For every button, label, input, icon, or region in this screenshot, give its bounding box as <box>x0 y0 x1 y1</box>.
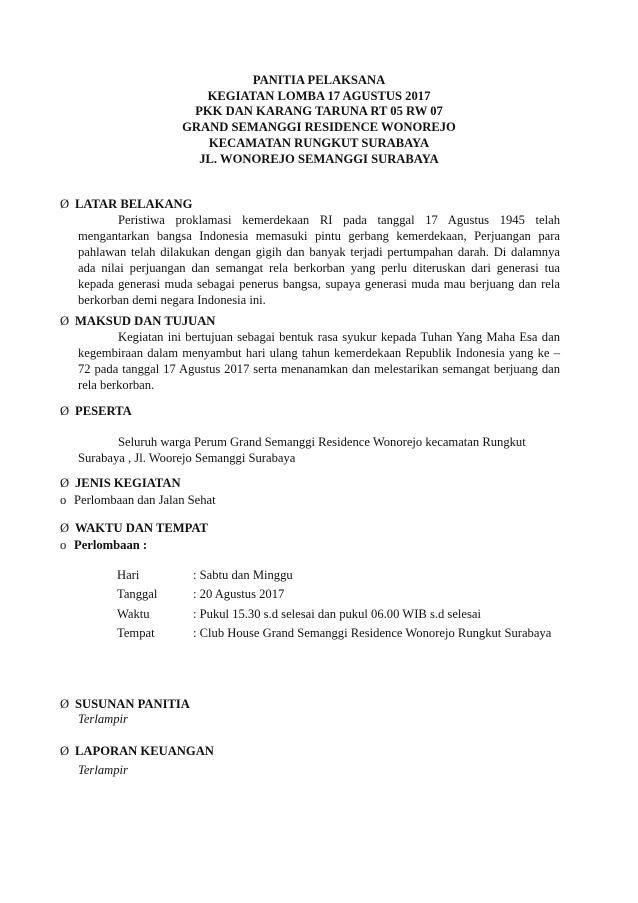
schedule-label: Waktu <box>117 606 150 621</box>
schedule-row-tanggal <box>117 585 551 604</box>
header-line: GRAND SEMANGGI RESIDENCE WONOREJO <box>182 120 456 135</box>
schedule-value: : Club House Grand Semanggi Residence Wonorejo Rungkut Surabaya <box>193 625 552 640</box>
list-item-text: Perlombaan : <box>74 538 148 552</box>
section-title-latar-belakang <box>60 196 192 212</box>
list-item-perlombaan <box>60 537 147 553</box>
header-line: KEGIATAN LOMBA 17 AGUSTUS 2017 <box>207 88 431 103</box>
schedule-row-waktu <box>117 605 551 624</box>
circle-bullet-icon: o <box>60 538 67 552</box>
paragraph-peserta <box>78 434 548 466</box>
header-line: JL. WONOREJO SEMANGGI SURABAYA <box>199 151 439 166</box>
section-title-text: MAKSUD DAN TUJUAN <box>75 314 216 328</box>
bullet-icon: Ø <box>60 697 70 711</box>
schedule-label: Tempat <box>117 625 155 640</box>
schedule-value: : 20 Agustus 2017 <box>193 587 285 602</box>
section-title-text: PESERTA <box>75 404 132 418</box>
section-title-text: LATAR BELAKANG <box>75 197 193 211</box>
schedule-label: Hari <box>117 568 140 582</box>
paragraph-maksud-dan-tujuan <box>78 329 560 393</box>
document-header <box>0 73 638 167</box>
section-title-susunan-panitia <box>60 696 190 712</box>
section-title-maksud-dan-tujuan <box>60 313 215 329</box>
section-title-text: WAKTU DAN TEMPAT <box>75 521 208 535</box>
bullet-icon: Ø <box>60 404 70 418</box>
schedule-value: : Sabtu dan Minggu <box>193 568 293 582</box>
bullet-icon: Ø <box>60 744 70 758</box>
paragraph-latar-belakang <box>78 212 560 309</box>
bullet-icon: Ø <box>60 314 70 328</box>
schedule-value: : Pukul 15.30 s.d selesai dan pukul 06.00 WIB s.d selesai <box>193 606 482 621</box>
note-susunan-panitia: Terlampir <box>78 712 128 726</box>
note-laporan-keuangan: Terlampir <box>78 763 128 777</box>
bullet-icon: Ø <box>60 521 70 535</box>
list-item-jenis-kegiatan <box>60 492 216 508</box>
section-title-text: LAPORAN KEUANGAN <box>75 744 214 758</box>
section-title-waktu-dan-tempat <box>60 520 208 536</box>
section-title-peserta <box>60 403 132 419</box>
bullet-icon: Ø <box>60 197 70 211</box>
section-title-jenis-kegiatan <box>60 475 181 491</box>
schedule-row-hari <box>117 566 551 585</box>
paragraph-text: Peristiwa proklamasi kemerdekaan RI pada tanggal 17 Agustus 1945 telah mengantarkan bangsa Indonesia memasuki pintu gerbang kemerdekaan, Perjuangan para pahlawan telah dilakukan dengan gigih dan banyak terjadi pertumpahan darah. Di dalamnya ada nilai perjuangan dan semangat rela berkorban yang perlu diteruskan dari generasi tua kepada generasi muda sebagai penerus bangsa, supaya generasi muda mau berjuang dan rela berkorban demi negara Indonesia ini. <box>78 213 560 308</box>
schedule-table <box>117 566 551 643</box>
paragraph-text: Seluruh warga Perum Grand Semanggi Residence Wonorejo kecamatan Rungkut Surabaya , Jl. Woorejo Semanggi Surabaya <box>78 435 526 466</box>
header-line: PKK DAN KARANG TARUNA RT 05 RW 07 <box>195 104 443 119</box>
header-line: KECAMATAN RUNGKUT SURABAYA <box>208 135 430 150</box>
paragraph-text: Kegiatan ini bertujuan sebagai bentuk rasa syukur kepada Tuhan Yang Maha Esa dan kegembiraan dalam menyambut hari ulang tahun kemerdekaan Republik Indonesia yang ke – 72 pada tanggal 17 Agustus 2017 serta menanamkan dan melestarikan semangat berjuang dan rela berkorban. <box>78 330 560 393</box>
section-title-text: SUSUNAN PANITIA <box>75 697 190 711</box>
schedule-label: Tanggal <box>117 587 158 602</box>
section-title-text: JENIS KEGIATAN <box>75 476 181 490</box>
circle-bullet-icon: o <box>60 493 67 507</box>
schedule-row-tempat <box>117 624 551 643</box>
section-title-laporan-keuangan <box>60 743 214 759</box>
list-item-text: Perlombaan dan Jalan Sehat <box>74 493 216 507</box>
bullet-icon: Ø <box>60 476 70 490</box>
header-line: PANITIA PELAKSANA <box>252 73 386 87</box>
